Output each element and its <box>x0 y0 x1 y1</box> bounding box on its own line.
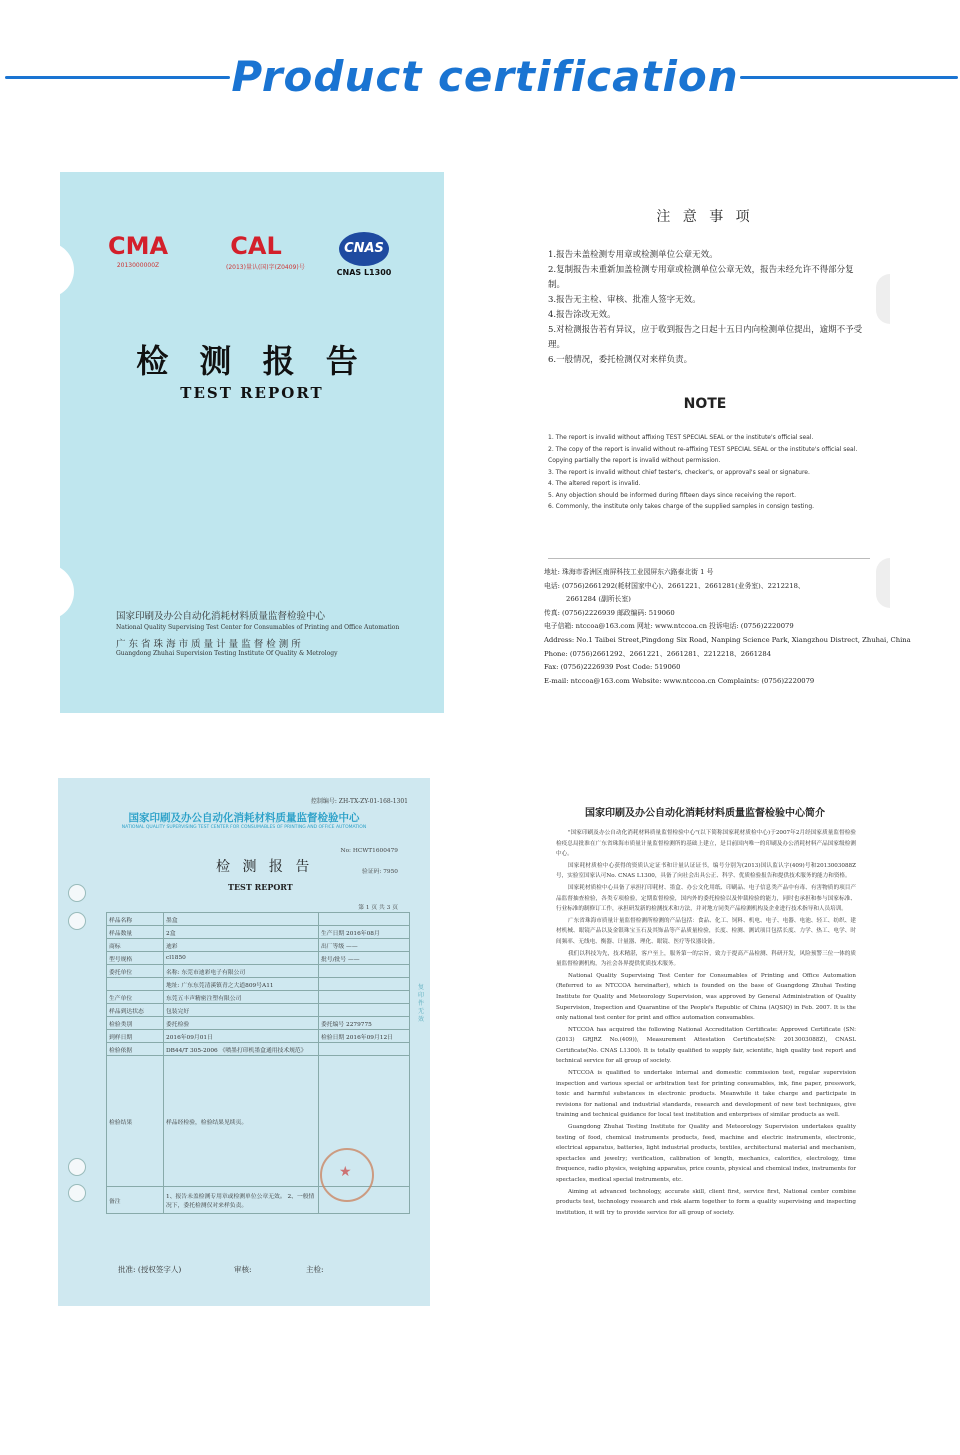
intro-paragraph: NTCCOA has acquired the following National Accreditation Certificate: Approved Certificate (SN: (2013) GRJRZ No.(409)), Measurement Attestation Certificate(SN: 2013003088Z), CNASL Certificate(No. CNAS L1300). It is totally qualified to supply fair, scientific, high quality test report and technical service for all group of society. <box>556 1026 856 1065</box>
notes-cn-item: 5.对检测报告若有异议，应于收到报告之日起十五日内向检测单位提出，逾期不予受理。 <box>548 325 863 350</box>
table-cell: 委托检验 <box>164 1017 319 1030</box>
binder-hole <box>876 274 890 324</box>
table-cell: 检验结果 <box>107 1056 164 1187</box>
binder-hole <box>68 1184 86 1202</box>
notes-cn-item: 6.一般情况，委托检测仅对来样负责。 <box>548 355 693 365</box>
notes-en-item: 5. Any objection should be informed during fifteen days since receiving the report. <box>548 491 797 499</box>
table-cell: 检验类别 <box>107 1017 164 1030</box>
report-org-title: 国家印刷及办公自动化消耗材料质量监督检验中心 <box>128 812 360 824</box>
cover-org-en-2: Guangdong Zhuhai Supervision Testing Institute Of Quality & Metrology <box>116 650 338 657</box>
table-cell: 委托编号 2279775 <box>319 1017 410 1030</box>
table-cell: 生产日期 2016年08月 <box>319 926 410 939</box>
intro-paragraph: 国家耗材质检中心具备了承担打印耗材、墨盒、办公文化用纸、印刷品、电子信息类产品中有毒、有害物质的项目产品监督抽查检验，各类专项检验，定期监督检验，国内外的委托检验以及仲裁检验的能力，同时也承担和参与国家标准、行业标准的制修订工作，承担研发新的检测技术和方法，并对地方同类产品检测机构及企业进行技术指导和人员培训。 <box>556 884 856 913</box>
contact-line: 2661284 (副所长室) <box>566 595 631 604</box>
table-cell: 委托单位 <box>107 965 164 978</box>
binder-hole <box>68 1158 86 1176</box>
table-row <box>107 952 410 965</box>
table-cell: cl1850 <box>164 952 319 965</box>
contact-line: Phone: (0756)2661292、2661221、2661281、2212218、2661284 <box>544 649 772 658</box>
table-cell: 包装完好 <box>164 1004 319 1017</box>
test-report-cover <box>60 172 444 713</box>
table-cell: 样品到达状态 <box>107 1004 164 1017</box>
binder-hole <box>68 884 86 902</box>
intro-paragraph: 国家耗材质检中心获得的资质认定证书和计量认证证书，编号分别为(2013)国认监认字(409)号和2013003088Z号，实验室国家认可No. CNAS L1300，具备了向社会出具公正、科学、优质检验报告和提供技术服务的能力和资格。 <box>556 862 856 880</box>
intro-paragraph: NTCCOA is qualified to undertake internal and domestic commission test, regular supervision inspection and various special or arbitration test for printing consumables, ink, fine paper, presswork, toxic and harmful substances in electronic products. Meanwhile it take charge and participate in revisions for national and industrial standards, research and development of new test techniques, give training and technical guidance for local test institution and enterprises of similar products as well. <box>556 1070 856 1119</box>
binder-hole <box>46 564 74 620</box>
table-cell <box>319 978 410 991</box>
table-row <box>107 965 410 978</box>
table-cell: 样品数量 <box>107 926 164 939</box>
notes-cn-item: 2.复制报告未重新加盖检测专用章或检测单位公章无效，报告未经允许不得部分复制。 <box>548 265 854 290</box>
report-title-en: TEST REPORT <box>228 882 293 892</box>
table-cell: 检验日期 2016年09月12日 <box>319 1030 410 1043</box>
notes-en-item: 1. The report is invalid without affixing TEST SPECIAL SEAL or the institute's official seal. <box>548 434 814 441</box>
report-org-title-en: NATIONAL QUALITY SUPERVISING TEST CENTER FOR CONSUMABLES OF PRINTING AND OFFICE AUTOMATION <box>121 825 367 830</box>
table-cell: 样品经检验，检验结果见续页。 <box>164 1056 319 1187</box>
table-cell: 型号规格 <box>107 952 164 965</box>
sign-test: 主检: <box>306 1265 324 1274</box>
contact-line: E-mail: ntccoa@163.com Website: www.ntccoa.cn Complaints: (0756)2220079 <box>544 676 815 685</box>
page-title: Product certification <box>231 52 739 101</box>
notes-en-item: 6. Commonly, the institute only takes charge of the supplied samples in consign testing. <box>548 503 815 510</box>
test-report-detail-page <box>58 778 430 1306</box>
table-cell: 1、报告未盖检测专用章或检测单位公章无效。 2、一般情况下，委托检测仅对来样负责。 <box>164 1187 319 1214</box>
table-cell: 迪彩 <box>164 939 319 952</box>
control-number: 控制编号: ZH-TX-ZY-01-168-1301 <box>310 798 408 805</box>
contact-line: Fax: (0756)2226939 Post Code: 519060 <box>544 663 681 672</box>
table-cell: 墨盒 <box>164 913 319 926</box>
notes-en-item: 4. The altered report is invalid. <box>548 480 641 487</box>
table-cell: 样品名称 <box>107 913 164 926</box>
contact-line: 电子信箱: ntccoa@163.com 网址: www.ntccoa.cn 投诉电话: (0756)2220079 <box>544 622 794 631</box>
notes-en-item: 3. The report is invalid without chief tester's, checker's, or approval's seal or signature. <box>548 468 810 476</box>
report-notes-page <box>540 178 911 712</box>
contact-line: 传真: (0756)2226939 邮政编码: 519060 <box>544 608 675 617</box>
edge-stamp-text: 复印件无效 <box>418 984 425 1023</box>
intro-paragraph: 我们以科技为先，技术精湛，客户至上，服务第一的宗旨，致力于提高产品检测、科研开发，风险预警三位一体的质量监督检测机构，为社会各界提供优质技术服务。 <box>556 950 856 968</box>
table-row <box>107 913 410 926</box>
header-right-line <box>740 76 958 79</box>
table-cell: 生产单位 <box>107 991 164 1004</box>
table-cell <box>107 978 164 991</box>
intro-paragraph: "国家印刷及办公自动化消耗材料质量监督检验中心"(以下简称国家耗材质检中心)于2007年2月经国家质量监督检验检疫总局批准在广东省珠海市质量计量监督检测所的基础上建立，是目前国内唯一的印刷及办公消耗材料产品国家级检测中心。 <box>556 830 856 858</box>
cal-logo-icon: CAL (2013)量认(国)字(Z0409)号 <box>226 232 305 271</box>
table-cell <box>319 965 410 978</box>
table-row <box>107 1017 410 1030</box>
table-cell: 地址: 广东东莞清溪镇青之大道809号A11 <box>164 978 319 991</box>
notes-cn-item: 4.报告涂改无效。 <box>548 310 616 320</box>
intro-paragraph: Aiming at advanced technology, accurate skill, client first, service first, National center combine products test, technology research and risk alarm together to form a quality supervising and inspecting institution, it will try to provide service for all group of society. <box>556 1188 856 1216</box>
table-cell: 2016年09月01日 <box>164 1030 319 1043</box>
table-row <box>107 926 410 939</box>
center-introduction-page <box>544 782 866 1300</box>
cover-org-cn-2: 广 东 省 珠 海 市 质 量 计 量 监 督 检 测 所 <box>116 639 301 650</box>
contact-line: 电话: (0756)2661292(耗材国家中心)、2661221、2661281(业务室)、2212218、 <box>544 581 805 590</box>
notes-title: 注 意 事 项 <box>656 209 754 225</box>
notes-divider <box>548 558 870 559</box>
table-cell: 商标 <box>107 939 164 952</box>
intro-paragraph: 广东省珠海市质量计量监督检测所检测的产品包括：食品、化工、饲料、机电、电子、电器、电池、轻工、纺织、建材机械、眼镜产品以及金银珠宝玉石及其饰品等产品质量检验，长度、检测、测试项目包括长度、力学、热工、电学、时间频率、无线电、衡器、计量器、理化、眼镜、医疗等仪器设备。 <box>556 917 856 945</box>
intro-paragraph: National Quality Supervising Test Center for Consumables of Printing and Office Automation (Referred to as NTCCOA hereinafter), which is founded on the base of Guangdong Zhuhai Testing Institute for Quality and Meteorology Supervision, was approved by General Administration of Quality Supervision, Inspection and Quarantine of the People's Republic of China (AQSIQ) in Feb. 2007. It is the only national test center for print and office automation consumables. <box>556 972 856 1022</box>
table-cell: 到样日期 <box>107 1030 164 1043</box>
table-row <box>107 1043 410 1056</box>
page-indicator: 第 1 页 共 3 页 <box>358 905 398 911</box>
intro-paragraph: Guangdong Zhuhai Testing Institute for Quality and Meteorology Supervision undertakes quality testing of food, chemical instruments products, feed, machine and electric instruments, electronic, electrical apparatus, batteries, light industrial products, textiles, architectural material and mechanism, spectacles and jewelry; verification, calibration of length, mechanics, calorifics, electrology, time frequence, radio physics, weighing apparatus, price counts, physical and chemical index, instruments for spectacles, medical special instruments, etc. <box>556 1124 856 1183</box>
table-row <box>107 978 410 991</box>
notes-en-list <box>548 432 866 513</box>
intro-body <box>556 828 856 1219</box>
sign-approve: 批准: (授权签字人) <box>118 1265 182 1274</box>
report-title-cn: 检 测 报 告 <box>216 859 314 875</box>
table-cell: 东莞五丰声精密注塑有限公司 <box>164 991 319 1004</box>
verify-code: 验证码: 7950 <box>362 869 398 875</box>
table-cell <box>319 913 410 926</box>
intro-title: 国家印刷及办公自动化消耗材料质量监督检验中心简介 <box>585 808 825 819</box>
table-row <box>107 1004 410 1017</box>
table-cell: 检验依据 <box>107 1043 164 1056</box>
binder-hole <box>68 912 86 930</box>
notes-heading-en: NOTE <box>683 396 727 412</box>
cover-title-en: TEST REPORT <box>180 384 324 402</box>
cma-logo-icon: CMA 2013000000Z <box>108 232 169 269</box>
table-cell: 名称: 东莞市迪彩电子有限公司 <box>164 965 319 978</box>
header-left-line <box>5 76 230 79</box>
table-cell: 2盒 <box>164 926 319 939</box>
cover-org-cn-1: 国家印刷及办公自动化消耗材料质量监督检验中心 <box>116 611 326 622</box>
sign-check: 审核: <box>234 1265 252 1274</box>
table-row <box>107 939 410 952</box>
table-cell: 备注 <box>107 1187 164 1214</box>
report-number: No: HCWT1600479 <box>340 848 398 854</box>
notes-cn-item: 3.报告无主检、审核、批准人签字无效。 <box>548 295 701 305</box>
contact-line: 地址: 珠海市香洲区南屏科技工业园屏东六路泰北街 1 号 <box>544 568 714 576</box>
notes-en-item: 2. The copy of the report is invalid without re-affixing TEST SPECIAL SEAL or the institute's official seal. Copying partially the report is invalid without permission. <box>548 445 858 464</box>
table-cell: 批号/批号 —— <box>319 952 410 965</box>
table-row <box>107 991 410 1004</box>
cnas-logo-icon: CNAS CNAS L1300 <box>334 232 394 277</box>
contact-line: Address: No.1 Taibei Street,Pingdong Six Road, Nanping Science Park, Xiangzhou Distrect, Zhuhai, China <box>544 635 911 644</box>
table-row <box>107 1030 410 1043</box>
official-seal-icon <box>320 1148 374 1202</box>
cover-title-cn: 检 测 报 告 <box>136 342 368 380</box>
table-cell: DB44/T 305-2006 《喷墨打印机墨盒通用技术规范》 <box>164 1043 319 1056</box>
cover-org-en-1: National Quality Supervising Test Center for Consumables of Printing and Office Automation <box>116 624 400 631</box>
notes-cn-item: 1.报告未盖检测专用章或检测单位公章无效。 <box>548 250 718 260</box>
table-cell <box>319 1043 410 1056</box>
table-cell: 出厂等级 —— <box>319 939 410 952</box>
notes-cn-list <box>548 248 866 368</box>
binder-hole <box>46 242 74 298</box>
table-cell <box>319 991 410 1004</box>
notes-contact-footer <box>544 566 911 688</box>
table-cell <box>319 1004 410 1017</box>
